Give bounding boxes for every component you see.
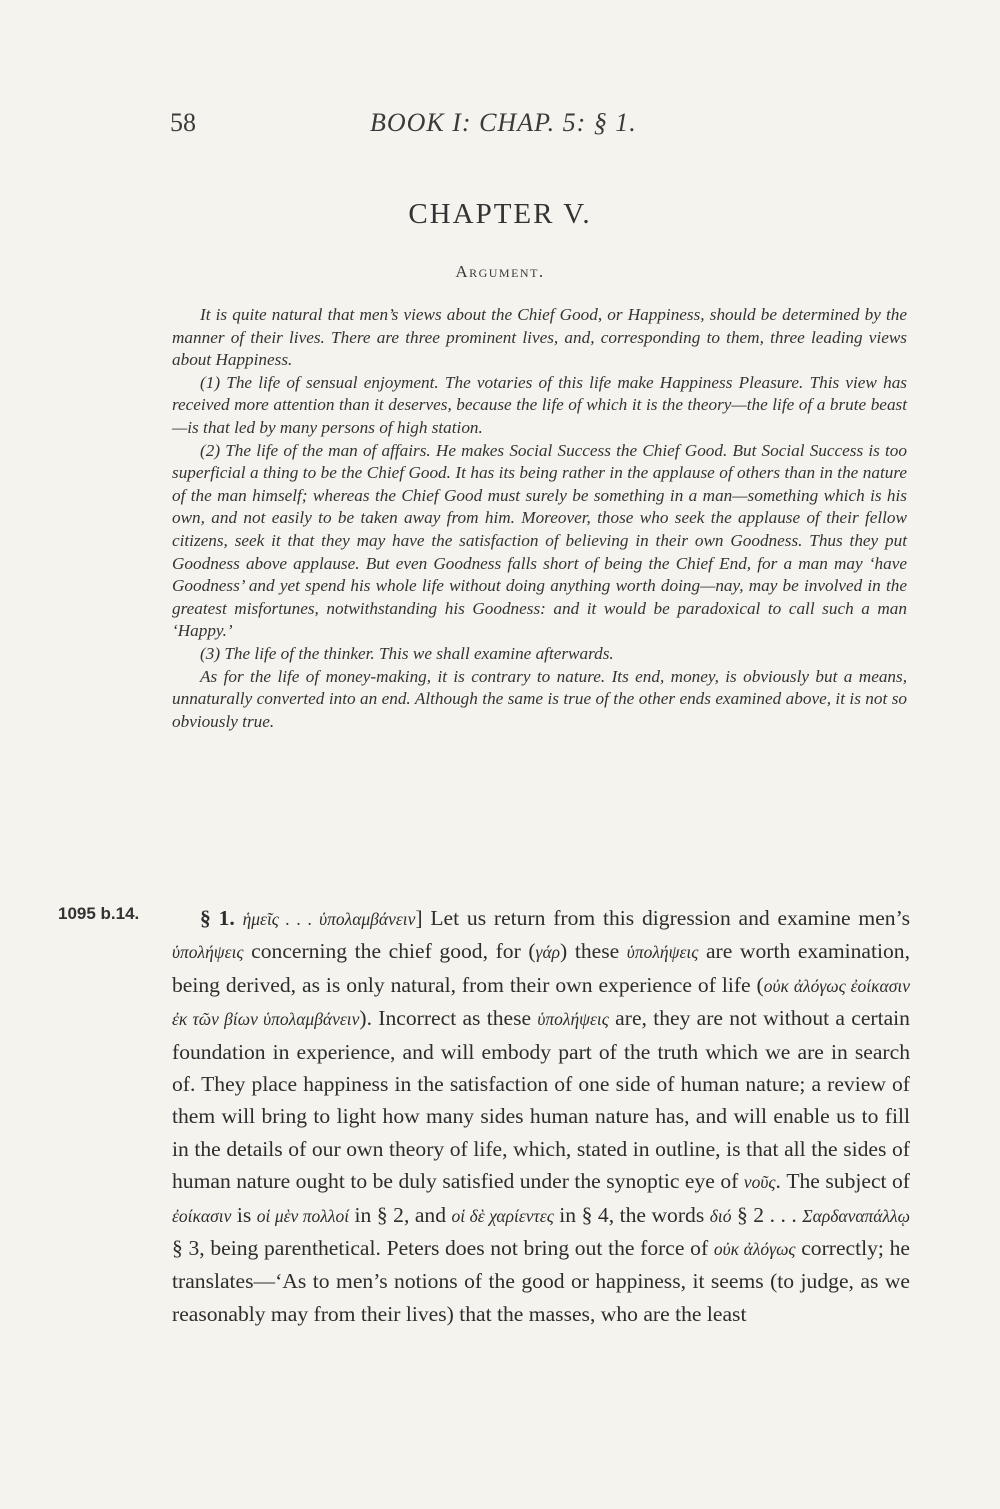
commentary-text: ] Let us return from this digression and examine men’s <box>415 906 911 930</box>
commentary-text: correctly; he translates—‘As to men’s notions of the good or happiness, it seems (to judge, as we reasonably may from their lives) that the masses, who are the least <box>172 1236 910 1326</box>
greek-term: νοῦς <box>743 1172 776 1193</box>
greek-term: διό <box>709 1205 732 1226</box>
greek-term: γάρ <box>535 942 561 963</box>
running-title: BOOK I: CHAP. 5: § 1. <box>370 108 637 137</box>
commentary-text: in § 4, the words <box>553 1202 710 1227</box>
greek-term: ὑπολήψεις <box>537 1009 609 1030</box>
running-head <box>170 108 910 144</box>
greek-term: οἱ δὲ χαρίεντες <box>451 1205 554 1226</box>
commentary-text: is <box>231 1202 257 1227</box>
commentary-paragraph <box>172 902 910 1330</box>
argument-paragraph: (1) The life of sensual enjoyment. The votaries of this life make Happiness Pleasure. This view has received more attention than it deserves, because the life of which it is the theory—the life of a brute beast—is that led by many persons of high station. <box>172 372 907 437</box>
argument-heading: Argument. <box>455 262 545 281</box>
greek-term: οὐκ ἀλόγως <box>713 1239 796 1260</box>
commentary-text: are worth examination, being derived, as is only natural, from their own experience of life ( <box>172 939 911 997</box>
greek-term: οὐκ ἀλόγως ἐοίκασιν ἐκ τῶν βίων ὑπολαμβάνειν <box>172 975 910 1030</box>
page-number: 58 <box>170 108 196 137</box>
commentary-text: in § 2, and <box>349 1202 452 1227</box>
argument-paragraph: As for the life of money-making, it is contrary to nature. Its end, money, is obviously but a means, unnaturally converted into an end. Although the same is true of the other ends examined above, it is not so obviously true. <box>172 666 907 731</box>
commentary-text: § 2 . . . <box>731 1202 803 1227</box>
commentary-text: concerning the chief good, for ( <box>243 939 536 964</box>
commentary-text: . The subject of <box>775 1169 910 1194</box>
argument-paragraph: It is quite natural that men’s views about the Chief Good, or Happiness, should be determined by the manner of their lives. There are three prominent lives, and, corresponding to them, three leading views about Happiness. <box>172 305 907 370</box>
commentary-text: are, they are not without a certain foundation in experience, and will embody part of the truth which we are in search of. They place happiness in the satisfaction of one side of human nature; a review of them will bring to light how many sides human nature has, and will enable us to fill in the details of our own theory of life, which, stated in outline, is that all the sides of human nature ought to be duly satisfied under the synoptic eye of <box>172 1006 910 1194</box>
argument-paragraph: (3) The life of the thinker. This we shall examine afterwards. <box>200 643 614 663</box>
section-mark: § 1. <box>200 906 235 930</box>
commentary-body <box>172 902 910 1330</box>
greek-term: Σαρδαναπάλλῳ <box>802 1205 910 1226</box>
commentary-text: ) these <box>560 939 627 964</box>
commentary-text: § 3, being parenthetical. Peters does not bring out the force of <box>172 1236 714 1261</box>
greek-term: ὑπολήψεις <box>172 942 244 963</box>
lemma: ἡμεῖς . . . ὑπολαμβάνειν <box>242 909 416 929</box>
chapter-title: CHAPTER V. <box>408 198 592 230</box>
greek-term: ὑπολήψεις <box>626 942 699 963</box>
greek-term: οἱ μὲν πολλοί <box>256 1205 350 1226</box>
margin-reference: 1095 b.14. <box>58 904 140 923</box>
argument-summary <box>172 304 907 733</box>
commentary-text: ). Incorrect as these <box>359 1006 538 1031</box>
argument-paragraph: (2) The life of the man of affairs. He makes Social Success the Chief Good. But Social Success is too superficial a thing to be the Chief Good. It has its being rather in the applause of others than in the nature of the man himself; whereas the Chief Good must surely be something in a man—something which is his own, and not easily to be taken away from him. Moreover, those who seek the applause of their fellow citizens, seek it that they may have the satisfaction of believing in their own Goodness. Thus they put Goodness above applause. But even Goodness falls short of being the Chief End, for a man may ‘have Goodness’ and yet spend his whole life without doing anything worth doing—nay, may be involved in the greatest misfortunes, notwithstanding his Goodness: and it would be paradoxical to call such a man ‘Happy.’ <box>172 440 907 641</box>
greek-term: ἐοίκασιν <box>172 1205 232 1226</box>
